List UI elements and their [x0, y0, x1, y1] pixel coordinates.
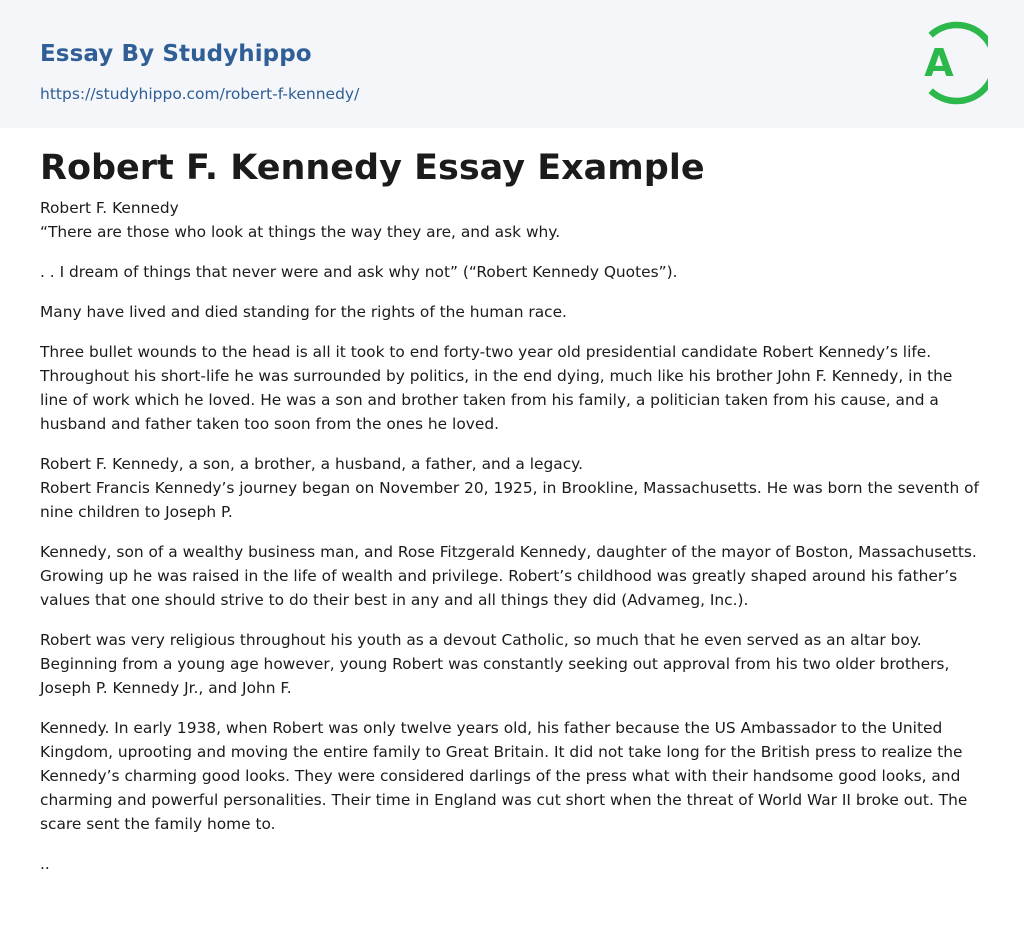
essay-paragraph: Three bullet wounds to the head is all it took to end forty-two year old presidential candidate Robert Kennedy’s life. Throughout his short-life he was surrounded by politics, in the end dying, much like his brother John F. Kennedy, in the line of work which he loved. He was a son and brother taken from his family, a politician taken from his cause, and a husband and father taken too soon from the ones he loved. — [40, 343, 953, 433]
essay-paragraph: Robert was very religious throughout his youth as a devout Catholic, so much that he even served as an altar boy. Beginning from a young age however, young Robert was constantly seeking out approval from his two older brothers, Joseph P. Kennedy Jr., and John F. — [40, 631, 950, 697]
studyhippo-logo-icon[interactable] — [910, 18, 988, 106]
essay-subtitle: Robert F. Kennedy — [40, 199, 179, 217]
page-title: Robert F. Kennedy Essay Example — [40, 148, 705, 188]
essay-paragraph: Robert Francis Kennedy’s journey began on November 20, 1925, in Brookline, Massachusetts. He was born the seventh of nine children to Joseph P. — [40, 479, 979, 521]
essay-paragraph: Many have lived and died standing for the rights of the human race. — [40, 303, 567, 321]
essay-paragraph: Robert F. Kennedy, a son, a brother, a husband, a father, and a legacy. — [40, 455, 583, 473]
essay-paragraph: . . I dream of things that never were and ask why not” (“Robert Kennedy Quotes”). — [40, 263, 678, 281]
logo-letter: A — [924, 41, 954, 85]
article — [40, 146, 984, 892]
page-url-link[interactable]: https://studyhippo.com/robert-f-kennedy/ — [40, 85, 360, 103]
essay-body — [40, 196, 984, 876]
essay-paragraph: “There are those who look at things the way they are, and ask why. — [40, 223, 561, 241]
site-header — [0, 0, 1024, 128]
essay-ellipsis: .. — [40, 855, 50, 873]
essay-paragraph: Kennedy. In early 1938, when Robert was only twelve years old, his father because the US Ambassador to the United Kingdom, uprooting and moving the entire family to Great Britain. It did not take long for the British press to realize the Kennedy’s charming good looks. They were considered darlings of the press what with their handsome good looks, and charming and powerful personalities. Their time in England was cut short when the threat of World War II broke out. The scare sent the family home to. — [40, 719, 968, 833]
site-title[interactable]: Essay By Studyhippo — [40, 41, 312, 67]
essay-paragraph: Kennedy, son of a wealthy business man, and Rose Fitzgerald Kennedy, daughter of the mayor of Boston, Massachusetts. Growing up he was raised in the life of wealth and privilege. Robert’s childhood was greatly shaped around his father’s values that one should strive to do their best in any and all things they did (Advameg, Inc.). — [40, 543, 977, 609]
